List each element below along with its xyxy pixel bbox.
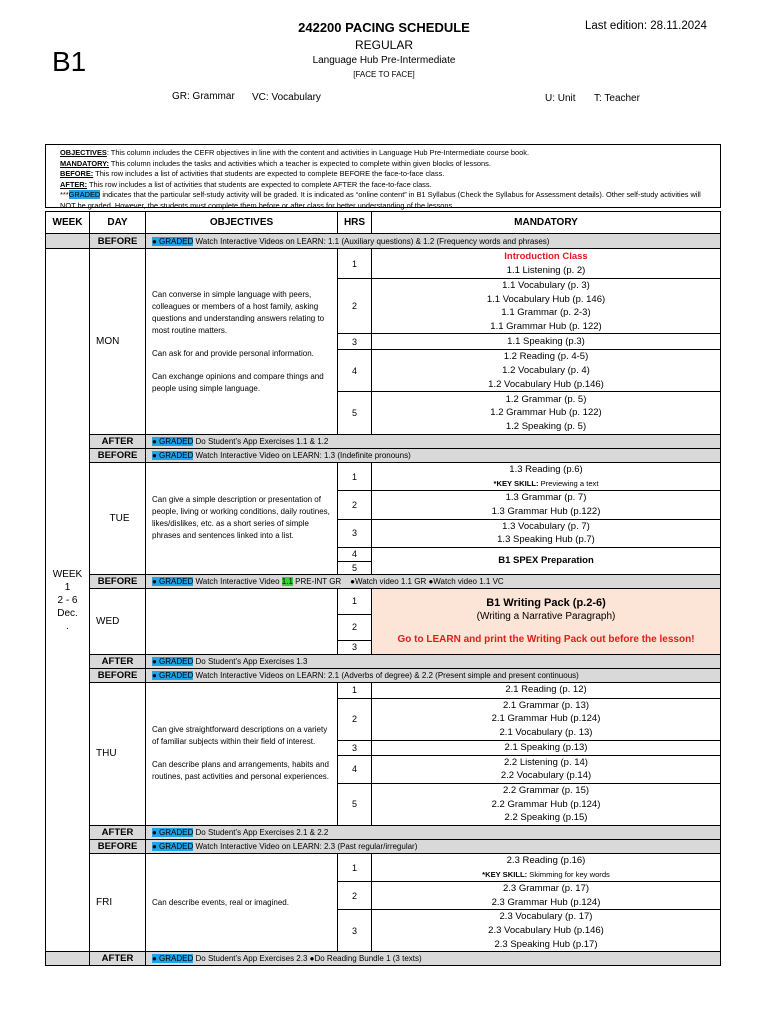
- hrs-cell: 3: [338, 740, 372, 755]
- mandatory-cell: 1.1 Speaking (p.3): [372, 334, 721, 350]
- hrs-cell: 5: [338, 561, 372, 574]
- mandatory-cell: 2.2 Listening (p. 14) 2.2 Vocabulary (p.14): [372, 755, 721, 783]
- after-activity: ● GRADED Do Student’s App Exercises 2.3 ●Do Reading Bundle 1 (3 texts): [146, 952, 721, 966]
- course-book: Language Hub Pre-Intermediate: [312, 55, 456, 66]
- mon-before-row: [46, 234, 721, 249]
- note-objectives: OBJECTIVES: This column includes the CEFR objectives in line with the content and activities in Language Hub Pre-Intermediate course book.: [60, 148, 530, 157]
- mandatory-cell: Introduction Class 1.1 Listening (p. 2): [372, 249, 721, 279]
- hrs-cell: 2: [338, 279, 372, 334]
- note-before: BEFORE: This row includes a list of activities that students are expected to complete BEFORE the face-to-face class.: [60, 169, 445, 179]
- mandatory-cell: 2.3 Vocabulary (p. 17) 2.3 Vocabulary Hub (p.146) 2.3 Speaking Hub (p.17): [372, 910, 721, 952]
- note-after: AFTER: This row includes a list of activities that students are expected to complete AFTER the face-to-face class.: [60, 179, 432, 189]
- hrs-cell: 2: [338, 614, 372, 640]
- hrs-cell: 2: [338, 491, 372, 519]
- fri-after-row: [46, 952, 721, 966]
- before-activity: ● GRADED Watch Interactive Videos on LEARN: 2.1 (Adverbs of degree) & 2.2 (Present simple and present continuous): [146, 668, 721, 682]
- after-tag: AFTER: [90, 952, 146, 966]
- before-tag: BEFORE: [90, 839, 146, 853]
- document-subtitle: REGULAR: [354, 38, 413, 52]
- mandatory-cell: 1.3 Reading (p.6) *KEY SKILL: Previewing a text: [372, 463, 721, 491]
- mandatory-cell: 2.3 Reading (p.16) *KEY SKILL: Skimming for key words: [372, 853, 721, 881]
- hrs-cell: 2: [338, 698, 372, 740]
- hrs-cell: 3: [338, 334, 372, 350]
- day-wed: WED: [90, 588, 146, 654]
- note-graded: ***GRADED indicates that the particular self-study activity will be graded. It is indicated as “online content” in B1 Syllabus (Check the Syllabus for Assessment details). Other self-study activities will NOT be graded. However, the students must complete them before or after class for better understanding of the lessons.: [60, 190, 701, 210]
- writing-pack-note: Go to LEARN and print the Writing Pack out before the lesson!: [397, 634, 695, 646]
- level-label: B1: [52, 46, 87, 77]
- legend-teacher: T: Teacher: [594, 93, 640, 104]
- before-tag: BEFORE: [90, 234, 146, 249]
- col-hrs: HRS: [338, 212, 372, 234]
- col-mandatory: MANDATORY: [372, 212, 721, 234]
- day-tue: TUE: [90, 463, 146, 575]
- legend-vocabulary: VC: Vocabulary: [252, 92, 321, 103]
- writing-pack-title: B1 Writing Pack (p.2-6): [486, 597, 606, 610]
- objectives-wed: [146, 588, 338, 654]
- before-tag: BEFORE: [90, 668, 146, 682]
- document-title: 242200 PACING SCHEDULE: [298, 20, 470, 35]
- spex-preparation: B1 SPEX Preparation: [372, 547, 721, 574]
- hrs-cell: 4: [338, 547, 372, 561]
- hrs-cell: 1: [338, 682, 372, 698]
- mon-after-row: [46, 435, 721, 449]
- header-row: [46, 212, 721, 234]
- hrs-cell: 1: [338, 588, 372, 614]
- hrs-cell: 1: [338, 249, 372, 279]
- thu-before-row: [46, 668, 721, 682]
- thu-after-row: [46, 825, 721, 839]
- mandatory-cell: 2.1 Reading (p. 12): [372, 682, 721, 698]
- mandatory-cell: 2.1 Speaking (p.13): [372, 740, 721, 755]
- legend-unit: U: Unit: [545, 93, 576, 104]
- hrs-cell: 5: [338, 392, 372, 435]
- hrs-cell: 3: [338, 519, 372, 547]
- before-activity: ● GRADED Watch Interactive Video 1.1 PRE-INT GR ●Watch video 1.1 GR ●Watch video 1.1 VC: [146, 574, 721, 588]
- last-edition: Last edition: 28.11.2024: [585, 20, 707, 32]
- hrs-cell: 3: [338, 910, 372, 952]
- col-objectives: OBJECTIVES: [146, 212, 338, 234]
- mandatory-cell: 1.1 Vocabulary (p. 3) 1.1 Vocabulary Hub (p. 146) 1.1 Grammar (p. 2-3) 1.1 Grammar Hub (p. 122): [372, 279, 721, 334]
- after-tag: AFTER: [90, 654, 146, 668]
- mandatory-cell: 1.3 Grammar (p. 7) 1.3 Grammar Hub (p.122): [372, 491, 721, 519]
- key-skill: *KEY SKILL: Skimming for key words: [482, 869, 610, 879]
- mandatory-cell: 1.2 Reading (p. 4-5) 1.2 Vocabulary (p. 4) 1.2 Vocabulary Hub (p.146): [372, 350, 721, 392]
- notes-box: [45, 144, 721, 208]
- after-tag: AFTER: [90, 825, 146, 839]
- objectives-thu: Can give straightforward descriptions on a variety of familiar subjects within their field of interest. Can describe plans and arrangements, habits and routines, past activities and personal experiences.: [146, 682, 338, 825]
- objectives-fri: Can describe events, real or imagined.: [146, 853, 338, 951]
- fri-before-row: [46, 839, 721, 853]
- pacing-schedule-table: [45, 211, 721, 966]
- col-day: DAY: [90, 212, 146, 234]
- hrs-cell: 1: [338, 853, 372, 881]
- before-tag: BEFORE: [90, 449, 146, 463]
- before-tag: BEFORE: [90, 574, 146, 588]
- after-activity: ● GRADED Do Student’s App Exercises 2.1 & 2.2: [146, 825, 721, 839]
- hrs-cell: 2: [338, 882, 372, 910]
- tue-before-row: [46, 449, 721, 463]
- after-tag: AFTER: [90, 435, 146, 449]
- week-cell: WEEK 1 2 - 6 Dec. .: [46, 249, 90, 952]
- wed-before-row: [46, 574, 721, 588]
- writing-pack-cell: [372, 588, 721, 654]
- key-skill: *KEY SKILL: Previewing a text: [493, 478, 599, 488]
- after-activity: ● GRADED Do Student’s App Exercises 1.1 & 1.2: [146, 435, 721, 449]
- hrs-cell: 5: [338, 783, 372, 825]
- day-mon: MON: [90, 249, 146, 435]
- mandatory-cell: 1.2 Grammar (p. 5) 1.2 Grammar Hub (p. 122) 1.2 Speaking (p. 5): [372, 392, 721, 435]
- day-fri: FRI: [90, 853, 146, 951]
- legend-grammar: GR: Grammar: [172, 91, 235, 102]
- hrs-cell: 1: [338, 463, 372, 491]
- col-week: WEEK: [46, 212, 90, 234]
- after-activity: ● GRADED Do Student’s App Exercises 1.3: [146, 654, 721, 668]
- day-thu: THU: [90, 682, 146, 825]
- mandatory-cell: 2.1 Grammar (p. 13) 2.1 Grammar Hub (p.124) 2.1 Vocabulary (p. 13): [372, 698, 721, 740]
- hrs-cell: 3: [338, 640, 372, 654]
- mandatory-cell: 2.3 Grammar (p. 17) 2.3 Grammar Hub (p.124): [372, 882, 721, 910]
- objectives-mon: Can converse in simple language with peers, colleagues or members of a host family, asking questions and understanding answers relating to most routine matters. Can ask for and provide personal information. Can exchange opinions and compare things and people using simple language.: [146, 249, 338, 435]
- hrs-cell: 4: [338, 350, 372, 392]
- wed-after-row: [46, 654, 721, 668]
- mandatory-cell: 1.3 Vocabulary (p. 7) 1.3 Speaking Hub (p.7): [372, 519, 721, 547]
- before-activity: ● GRADED Watch Interactive Video on LEARN: 2.3 (Past regular/irregular): [146, 839, 721, 853]
- mandatory-cell: 2.2 Grammar (p. 15) 2.2 Grammar Hub (p.124) 2.2 Speaking (p.15): [372, 783, 721, 825]
- hrs-cell: 4: [338, 755, 372, 783]
- note-mandatory: MANDATORY: This column includes the tasks and activities which a teacher is expected to complete within given blocks of lessons.: [60, 158, 491, 168]
- before-activity: ● GRADED Watch Interactive Video on LEARN: 1.3 (Indefinite pronouns): [146, 449, 721, 463]
- writing-pack-subtitle: (Writing a Narrative Paragraph): [476, 611, 616, 623]
- objectives-tue: Can give a simple description or presentation of people, living or working conditions, daily routines, likes/dislikes, etc. as a short series of simple phrases and sentences linked into a list.: [146, 463, 338, 575]
- before-activity: ● GRADED Watch Interactive Videos on LEARN: 1.1 (Auxiliary questions) & 1.2 (Frequency words and phrases): [146, 234, 721, 249]
- delivery-mode: [FACE TO FACE]: [353, 70, 415, 79]
